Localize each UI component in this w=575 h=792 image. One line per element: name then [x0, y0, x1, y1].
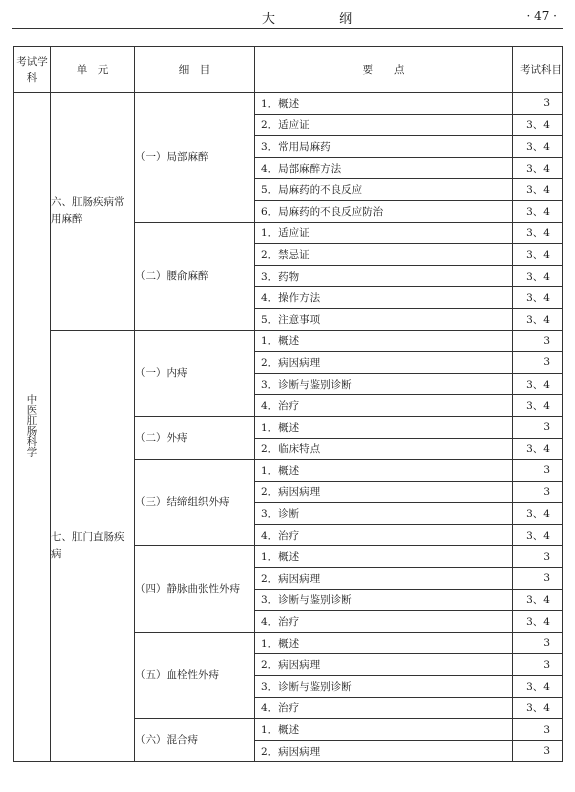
- item-cell: （二）腰俞麻醉: [135, 222, 255, 330]
- point-cell: 2．病因病理: [255, 481, 513, 503]
- point-cell: 1．概述: [255, 416, 513, 438]
- level-cell: 3、4: [513, 244, 563, 266]
- level-cell: 3: [513, 740, 563, 762]
- level-cell: 3、4: [513, 179, 563, 201]
- header-unit: 单 元: [51, 47, 135, 93]
- syllabus-table: [13, 46, 563, 762]
- point-cell: 2．临床特点: [255, 438, 513, 460]
- point-cell: 3．诊断: [255, 503, 513, 525]
- point-cell: 2．病因病理: [255, 654, 513, 676]
- level-cell: 3、4: [513, 222, 563, 244]
- unit-cell: 七、肛门直肠疾病: [51, 330, 135, 762]
- level-cell: 3、4: [513, 611, 563, 633]
- table-row: [14, 93, 563, 115]
- point-cell: 6．局麻药的不良反应防治: [255, 200, 513, 222]
- point-cell: 1．概述: [255, 632, 513, 654]
- point-cell: 4．治疗: [255, 524, 513, 546]
- level-cell: 3: [513, 481, 563, 503]
- item-cell: （一）局部麻醉: [135, 93, 255, 223]
- point-cell: 5．局麻药的不良反应: [255, 179, 513, 201]
- header-points: 要 点: [255, 47, 513, 93]
- point-cell: 5．注意事项: [255, 308, 513, 330]
- level-cell: 3: [513, 546, 563, 568]
- level-cell: 3、4: [513, 395, 563, 417]
- point-cell: 4．治疗: [255, 697, 513, 719]
- point-cell: 1．概述: [255, 546, 513, 568]
- header-subject: 考试学科: [14, 47, 51, 93]
- level-cell: 3、4: [513, 438, 563, 460]
- level-cell: 3: [513, 654, 563, 676]
- level-cell: 3、4: [513, 200, 563, 222]
- subject-label: 中医肛肠科学: [25, 394, 38, 458]
- point-cell: 2．适应证: [255, 114, 513, 136]
- point-cell: 1．概述: [255, 330, 513, 352]
- subject-cell: [14, 93, 51, 762]
- page-number: · 47 ·: [526, 9, 557, 23]
- table-header-row: [14, 47, 563, 93]
- item-cell: （三）结缔组织外痔: [135, 460, 255, 546]
- level-cell: 3、4: [513, 676, 563, 698]
- unit-cell: 六、肛肠疾病常用麻醉: [51, 93, 135, 331]
- level-cell: 3、4: [513, 589, 563, 611]
- table-row: [14, 330, 563, 352]
- item-cell: （二）外痔: [135, 416, 255, 459]
- level-cell: 3、4: [513, 114, 563, 136]
- point-cell: 3．常用局麻药: [255, 136, 513, 158]
- point-cell: 4．治疗: [255, 611, 513, 633]
- point-cell: 1．概述: [255, 719, 513, 741]
- item-cell: （四）静脉曲张性外痔: [135, 546, 255, 632]
- level-cell: 3、4: [513, 373, 563, 395]
- level-cell: 3、4: [513, 308, 563, 330]
- level-cell: 3: [513, 719, 563, 741]
- point-cell: 1．概述: [255, 93, 513, 115]
- item-cell: （五）血栓性外痔: [135, 632, 255, 718]
- point-cell: 4．操作方法: [255, 287, 513, 309]
- point-cell: 2．病因病理: [255, 352, 513, 374]
- level-cell: 3: [513, 93, 563, 115]
- point-cell: 3．药物: [255, 265, 513, 287]
- level-cell: 3、4: [513, 136, 563, 158]
- point-cell: 2．禁忌证: [255, 244, 513, 266]
- item-cell: （六）混合痔: [135, 719, 255, 762]
- level-cell: 3、4: [513, 157, 563, 179]
- header-item: 细 目: [135, 47, 255, 93]
- level-cell: 3: [513, 416, 563, 438]
- level-cell: 3: [513, 460, 563, 482]
- point-cell: 4．治疗: [255, 395, 513, 417]
- point-cell: 1．概述: [255, 460, 513, 482]
- level-cell: 3: [513, 352, 563, 374]
- table-body: [14, 93, 563, 762]
- point-cell: 2．病因病理: [255, 740, 513, 762]
- level-cell: 3: [513, 568, 563, 590]
- level-cell: 3: [513, 632, 563, 654]
- header-level: 考试科目: [513, 47, 563, 93]
- page-title: 大 纲: [262, 12, 383, 27]
- level-cell: 3: [513, 330, 563, 352]
- level-cell: 3、4: [513, 503, 563, 525]
- point-cell: 3．诊断与鉴别诊断: [255, 676, 513, 698]
- header-divider: [12, 28, 563, 29]
- point-cell: 2．病因病理: [255, 568, 513, 590]
- point-cell: 1．适应证: [255, 222, 513, 244]
- level-cell: 3、4: [513, 287, 563, 309]
- level-cell: 3、4: [513, 697, 563, 719]
- page-header: [0, 0, 575, 30]
- point-cell: 3．诊断与鉴别诊断: [255, 373, 513, 395]
- level-cell: 3、4: [513, 265, 563, 287]
- level-cell: 3、4: [513, 524, 563, 546]
- item-cell: （一）内痔: [135, 330, 255, 416]
- point-cell: 4．局部麻醉方法: [255, 157, 513, 179]
- point-cell: 3．诊断与鉴别诊断: [255, 589, 513, 611]
